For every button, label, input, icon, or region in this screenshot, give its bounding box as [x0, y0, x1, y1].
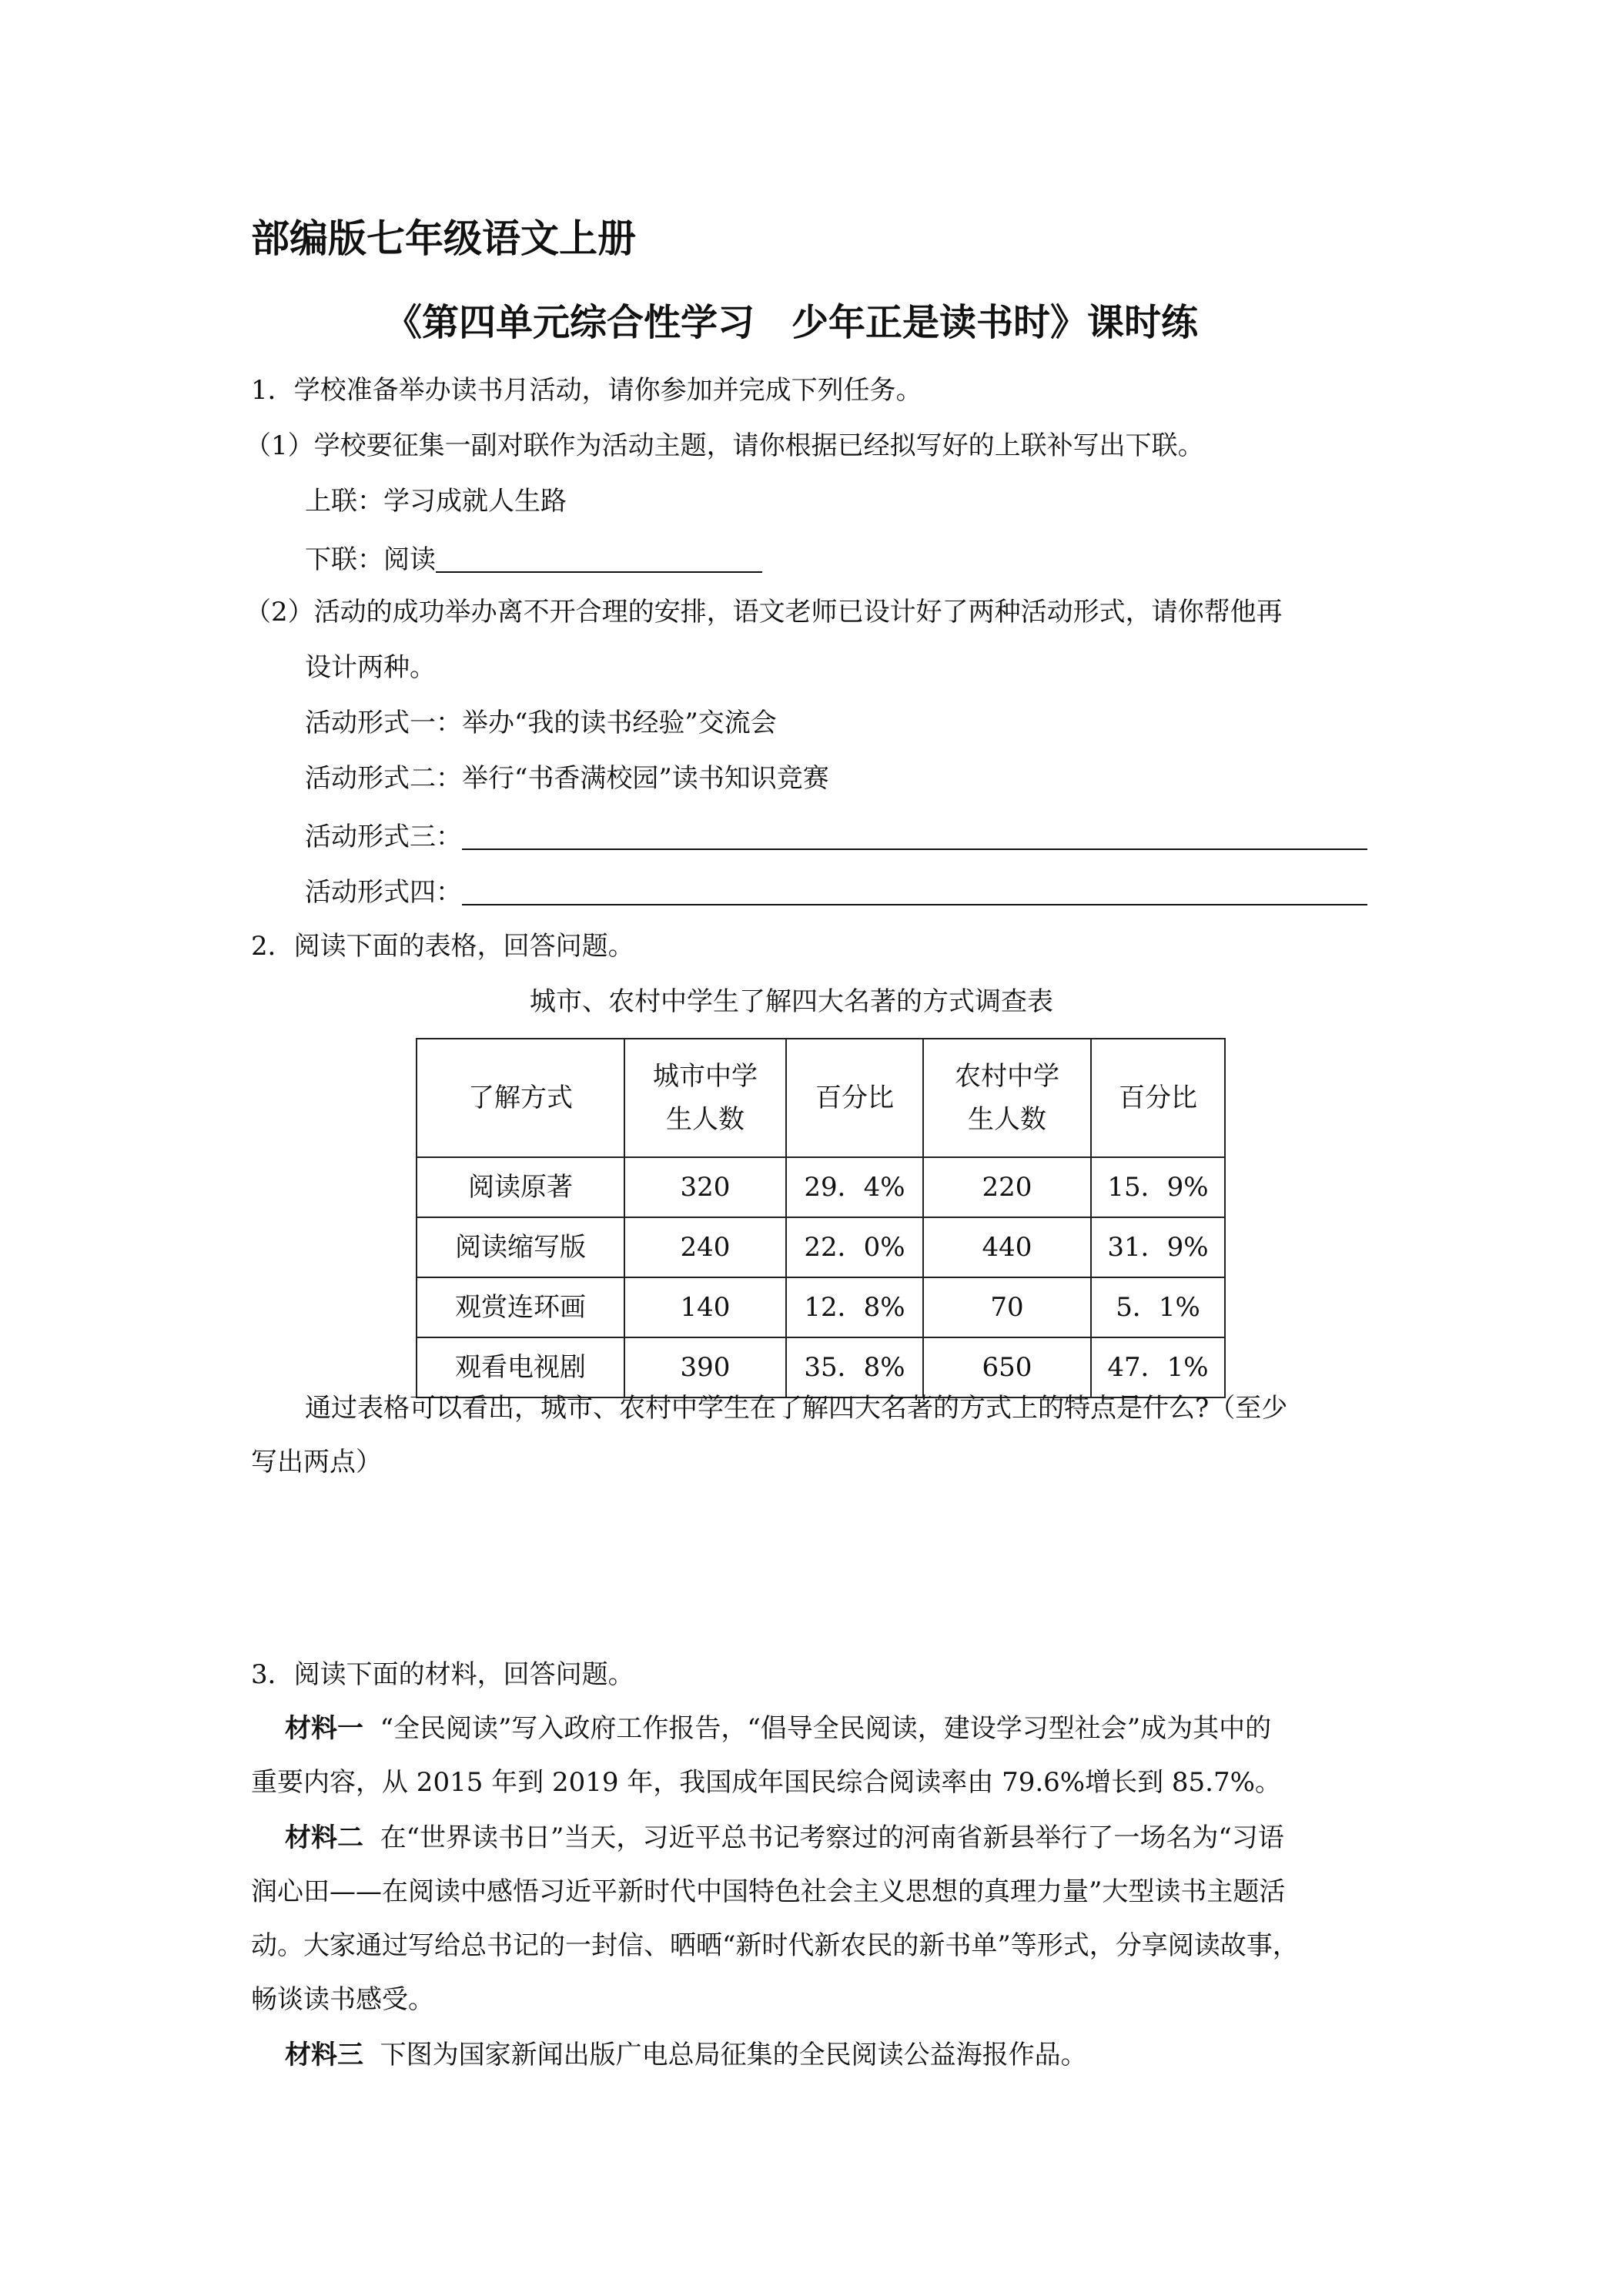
q1-part1: （1）学校要征集一副对联作为活动主题，请你根据已经拟写好的上联补写出下联。 — [245, 430, 1204, 461]
row-3-city-percent: 12．8% — [786, 1277, 923, 1337]
material-2-line2: 润心田——在阅读中感悟习近平新时代中国特色社会主义思想的真理力量”大型读书主题活 — [251, 1876, 1286, 1907]
header-rural-count — [923, 1039, 1091, 1157]
row-2-rural-percent: 31．9% — [1091, 1217, 1225, 1277]
material-1-line2: 重要内容，从 2015 年到 2019 年，我国成年国民综合阅读率由 79.6%增长到 85.7%。 — [251, 1767, 1281, 1798]
header-rural-count-line1: 农村中学 — [955, 1061, 1059, 1092]
q1-part2-line1: （2）活动的成功举办离不开合理的安排，语文老师已设计好了两种活动形式，请你帮他再 — [245, 597, 1283, 628]
q1-upper-couplet: 上联：学习成就人生路 — [305, 486, 567, 517]
material-1-line1 — [285, 1715, 1271, 1742]
material-3-text-1: 下图为国家新闻出版广电总局征集的全民阅读公益海报作品。 — [380, 2040, 1087, 2070]
material-2-label: 材料二 — [285, 1822, 363, 1853]
row-1-city-count: 320 — [624, 1157, 786, 1217]
survey-table — [416, 1038, 1226, 1398]
q2-stem: 2．阅读下面的表格，回答问题。 — [251, 931, 634, 962]
table-row — [417, 1157, 1225, 1217]
material-1-label: 材料一 — [285, 1713, 363, 1744]
q1-stem: 1．学校准备举办读书月活动，请你参加并完成下列任务。 — [251, 375, 922, 406]
q3-stem: 3．阅读下面的材料，回答问题。 — [251, 1659, 634, 1690]
header-city-count-line1: 城市中学 — [653, 1061, 758, 1092]
table-row — [417, 1277, 1225, 1337]
row-4-rural-count: 650 — [923, 1337, 1091, 1397]
header-method: 了解方式 — [417, 1039, 624, 1157]
row-1-rural-percent: 15．9% — [1091, 1157, 1225, 1217]
document-subtitle: 《第四单元综合性学习 少年正是读书时》课时练 — [385, 301, 1199, 344]
q1-lower-couplet — [305, 544, 762, 573]
table-row — [417, 1337, 1225, 1397]
header-rural-count-line2: 生人数 — [968, 1104, 1046, 1135]
row-3-city-count: 140 — [624, 1277, 786, 1337]
row-4-city-count: 390 — [624, 1337, 786, 1397]
material-3-line1 — [285, 2042, 1087, 2068]
row-3-method: 观赏连环画 — [417, 1277, 624, 1337]
table-row — [417, 1217, 1225, 1277]
header-city-percent: 百分比 — [786, 1039, 923, 1157]
header-city-count — [624, 1039, 786, 1157]
row-4-method: 观看电视剧 — [417, 1337, 624, 1397]
activity-form-2: 活动形式二：举行“书香满校园”读书知识竞赛 — [305, 763, 829, 794]
header-rural-percent: 百分比 — [1091, 1039, 1225, 1157]
row-2-rural-count: 440 — [923, 1217, 1091, 1277]
row-1-city-percent: 29．4% — [786, 1157, 923, 1217]
activity-form-4 — [305, 876, 1367, 908]
row-2-city-percent: 22．0% — [786, 1217, 923, 1277]
q1-part2-line2: 设计两种。 — [305, 652, 436, 683]
activity-form-3-answer-blank[interactable] — [462, 821, 1367, 850]
activity-form-1: 活动形式一：举办“我的读书经验”交流会 — [305, 708, 777, 738]
row-1-method: 阅读原著 — [417, 1157, 624, 1217]
row-4-rural-percent: 47．1% — [1091, 1337, 1225, 1397]
activity-form-3 — [305, 821, 1367, 850]
material-1-text-1: “全民阅读”写入政府工作报告，“倡导全民阅读，建设学习型社会”成为其中的 — [380, 1713, 1272, 1744]
lower-couplet-answer-blank[interactable] — [436, 544, 762, 573]
material-3-label: 材料三 — [285, 2040, 363, 2070]
row-2-method: 阅读缩写版 — [417, 1217, 624, 1277]
material-2-line4: 畅谈读书感受。 — [251, 1984, 434, 2015]
row-1-rural-count: 220 — [923, 1157, 1091, 1217]
material-2-line3: 动。大家通过写给总书记的一封信、晒晒“新时代新农民的新书单”等形式，分享阅读故事， — [251, 1930, 1299, 1961]
row-4-city-percent: 35．8% — [786, 1337, 923, 1397]
material-2-line1 — [285, 1822, 1284, 1853]
q2-question-line2: 写出两点） — [251, 1447, 382, 1478]
row-3-rural-count: 70 — [923, 1277, 1091, 1337]
document-title: 部编版七年级语文上册 — [251, 216, 636, 261]
q2-question-line1: 通过表格可以看出，城市、农村中学生在了解四大名著的方式上的特点是什么?（至少 — [305, 1393, 1288, 1424]
activity-form-4-label: 活动形式四： — [305, 877, 462, 908]
activity-form-3-label: 活动形式三： — [305, 822, 462, 852]
header-city-count-line2: 生人数 — [666, 1104, 745, 1135]
q1-lower-label: 下联：阅读 — [305, 544, 436, 575]
activity-form-4-answer-blank[interactable] — [462, 876, 1367, 905]
table-title: 城市、农村中学生了解四大名著的方式调查表 — [530, 986, 1053, 1017]
table-header-row — [417, 1039, 1225, 1157]
row-3-rural-percent: 5．1% — [1091, 1277, 1225, 1337]
row-2-city-count: 240 — [624, 1217, 786, 1277]
material-2-text-1: 在“世界读书日”当天，习近平总书记考察过的河南省新县举行了一场名为“习语 — [380, 1822, 1284, 1853]
